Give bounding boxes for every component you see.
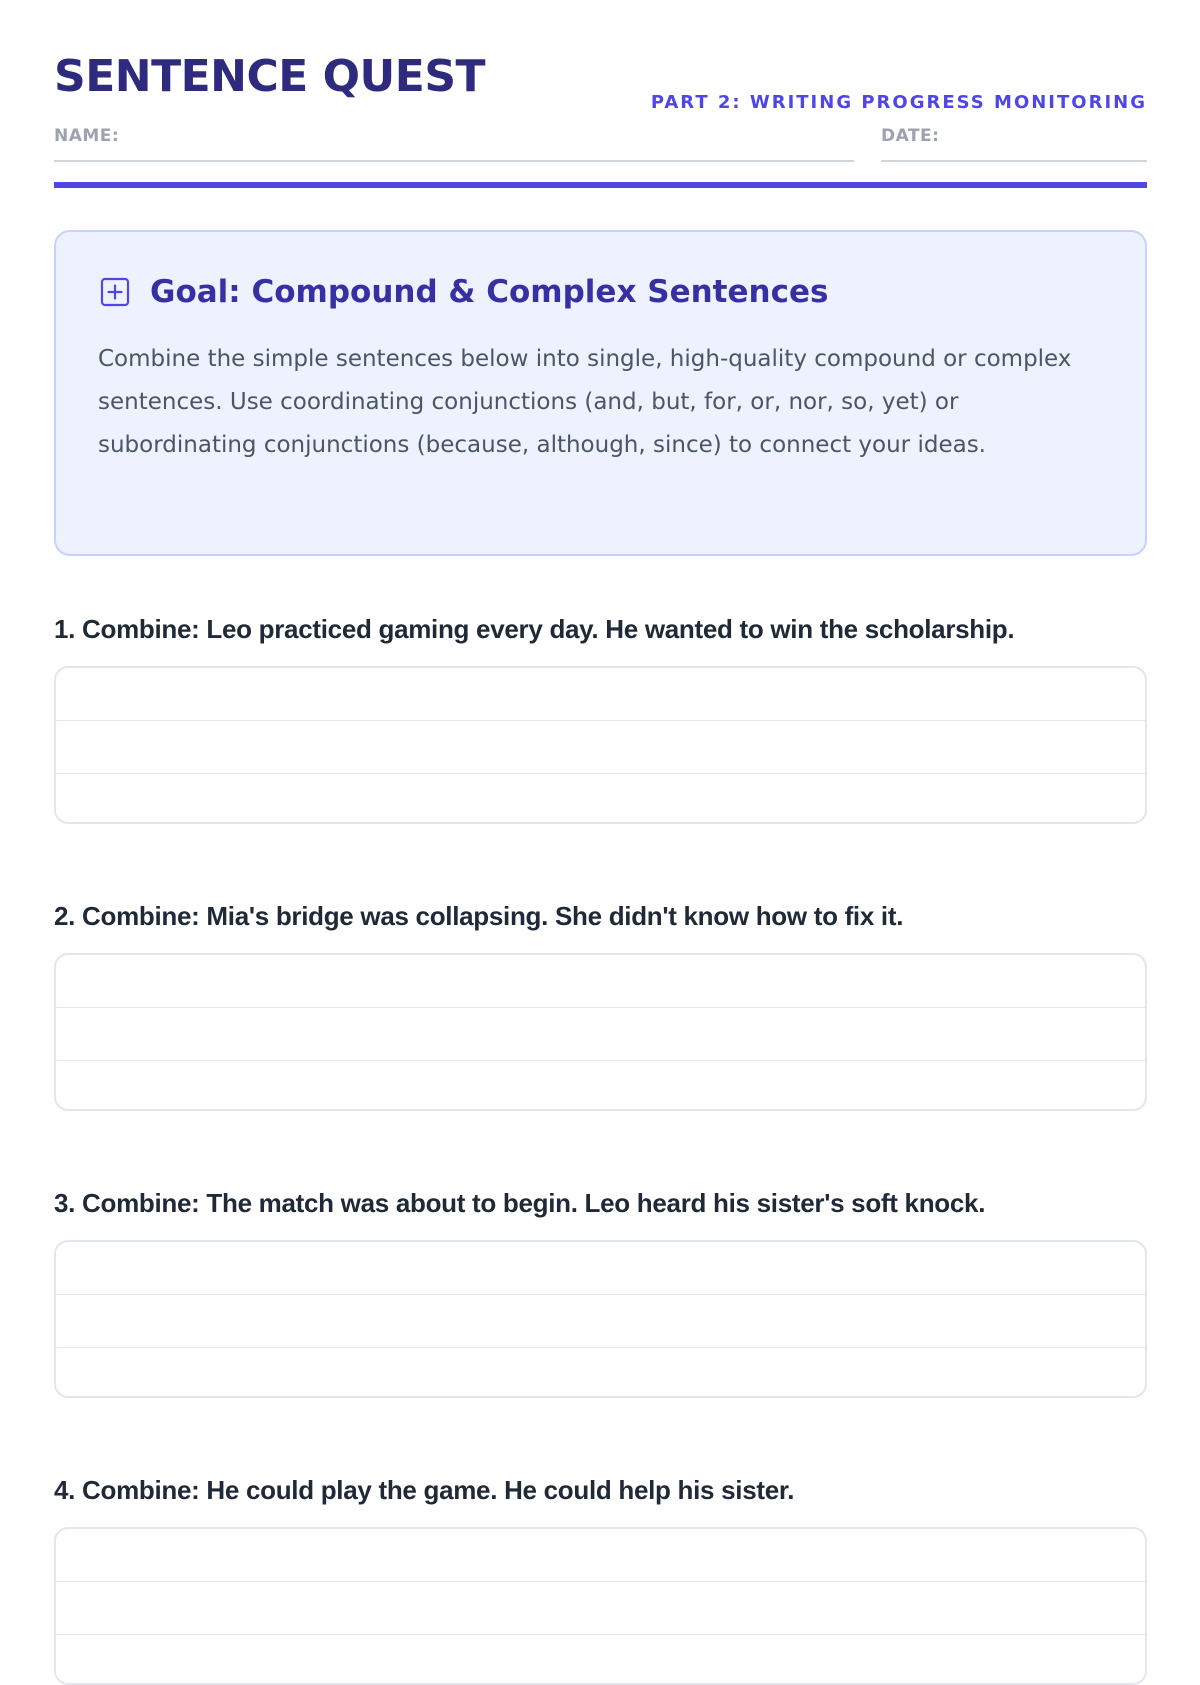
page-subtitle: PART 2: WRITING PROGRESS MONITORING [650, 92, 1147, 113]
date-field[interactable] [881, 126, 1147, 162]
answer-line[interactable] [56, 774, 1145, 824]
goal-instructions: Combine the simple sentences below into single, high-quality compound or complex sentences. Use coordinating conjunctions (and, but, for, or, nor, so, yet) or subordinating conjunctions (because, although, since) to connect your ideas. [98, 346, 1072, 458]
answer-box[interactable] [54, 1240, 1147, 1398]
answer-box[interactable] [54, 666, 1147, 824]
answer-line[interactable] [56, 1295, 1145, 1348]
question-2 [54, 901, 1147, 932]
answer-line[interactable] [56, 721, 1145, 774]
header-divider [54, 182, 1147, 188]
answer-line[interactable] [56, 1061, 1145, 1111]
answer-line[interactable] [56, 1529, 1145, 1582]
answer-line[interactable] [56, 955, 1145, 1008]
name-label: NAME: [54, 126, 120, 146]
page-title: SENTENCE QUEST [54, 51, 486, 102]
question-prompt: 1. Combine: Leo practiced gaming every day. He wanted to win the scholarship. [54, 614, 1015, 644]
goal-header [100, 274, 828, 310]
plus-square-icon [100, 277, 130, 307]
worksheet-header [54, 0, 1147, 196]
answer-line[interactable] [56, 1635, 1145, 1685]
answer-box[interactable] [54, 1527, 1147, 1685]
goal-title: Goal: Compound & Complex Sentences [150, 274, 829, 310]
question-prompt: 3. Combine: The match was about to begin. Leo heard his sister's soft knock. [54, 1188, 986, 1218]
question-1 [54, 614, 1147, 645]
answer-line[interactable] [56, 1582, 1145, 1635]
date-label: DATE: [881, 126, 940, 146]
answer-line[interactable] [56, 1348, 1145, 1398]
question-4 [54, 1475, 1147, 1506]
answer-box[interactable] [54, 953, 1147, 1111]
goal-box [54, 230, 1147, 556]
answer-line[interactable] [56, 1008, 1145, 1061]
name-field[interactable] [54, 126, 854, 162]
worksheet-page [54, 0, 1147, 1505]
question-prompt: 2. Combine: Mia's bridge was collapsing. She didn't know how to fix it. [54, 901, 904, 931]
question-3 [54, 1188, 1147, 1219]
question-prompt: 4. Combine: He could play the game. He could help his sister. [54, 1475, 795, 1505]
answer-line[interactable] [56, 1242, 1145, 1295]
answer-line[interactable] [56, 668, 1145, 721]
